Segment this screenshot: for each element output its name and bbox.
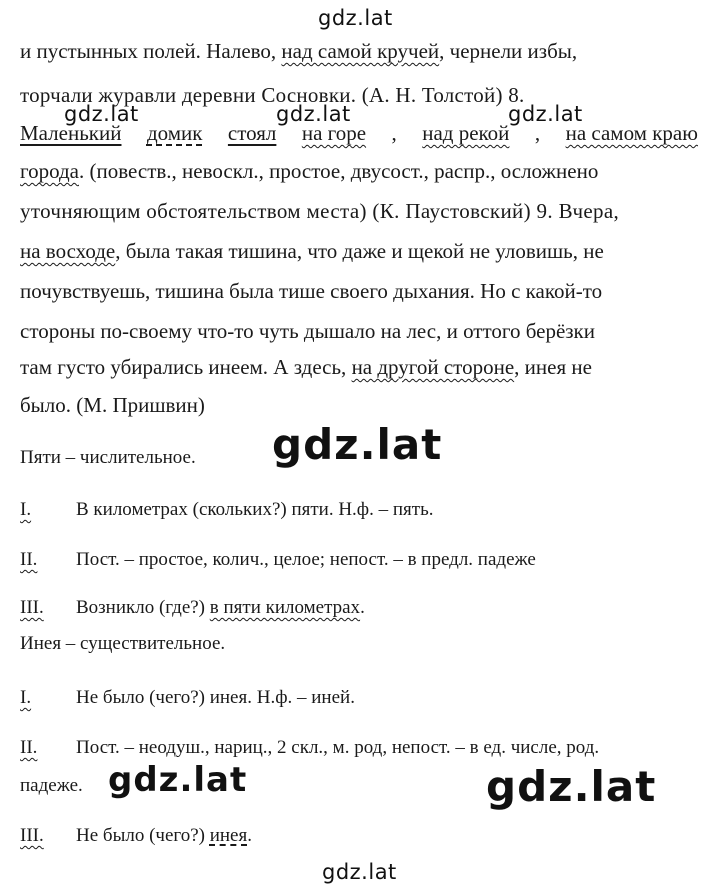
ineya-heading: Инея – существительное. xyxy=(20,633,226,654)
text-line-1: и пустынных полей. Налево, над самой кручей, чернели избы, xyxy=(20,39,578,63)
pyati-heading: Пяти – числительное. xyxy=(20,447,196,468)
text-line-6: на восходе, была такая тишина, что даже и щекой не уловишь, не xyxy=(20,239,604,263)
text-line-5: уточняющим обстоятельством места) (К. Паустовский) 9. Вчера, xyxy=(20,199,620,223)
ineya-point-1: I. Не было (чего?) инея. Н.ф. – иней. xyxy=(20,687,355,708)
watermark-large-right: gdz.lat xyxy=(486,762,657,811)
text-line-10: было. (М. Пришвин) xyxy=(20,393,205,417)
watermark-large-left: gdz.lat xyxy=(108,760,248,800)
watermark-large-middle: gdz.lat xyxy=(272,420,443,469)
watermark-center: gdz.lat xyxy=(276,102,351,126)
text-line-9: там густо убирались инеем. А здесь, на другой стороне, инея не xyxy=(20,355,592,379)
watermark-left: gdz.lat xyxy=(64,102,139,126)
text-line-7: почувствуешь, тишина была тише своего дыхания. Но с какой-то xyxy=(20,279,603,303)
ineya-point-3: III. Не было (чего?) инея. xyxy=(20,825,252,846)
text-line-4: города. (повеств., невоскл., простое, двусост., распр., осложнено xyxy=(20,159,599,183)
text-line-3: Маленький домик стоял на горе , над рекой , на самом краю xyxy=(20,121,698,145)
text-line-2: торчали журавли деревни Сосновки. (А. Н. Толстой) 8. xyxy=(20,83,525,107)
pyati-point-3: III. Возникло (где?) в пяти километрах. xyxy=(20,597,365,618)
ineya-point-2: II. Пост. – неодуш., нариц., 2 скл., м. род, непост. – в ед. числе, род. xyxy=(20,737,600,758)
watermark-top: gdz.lat xyxy=(318,6,393,30)
watermark-bottom: gdz.lat xyxy=(322,860,397,884)
pyati-point-1: I. В километрах (скольких?) пяти. Н.ф. – пять. xyxy=(20,499,434,520)
watermark-right: gdz.lat xyxy=(508,102,583,126)
pyati-point-2: II. Пост. – простое, колич., целое; непост. – в предл. падеже xyxy=(20,549,536,570)
text-line-8: стороны по-своему что-то чуть дышало на лес, и оттого берёзки xyxy=(20,319,595,343)
ineya-point-2-continued: падеже. xyxy=(20,775,83,796)
